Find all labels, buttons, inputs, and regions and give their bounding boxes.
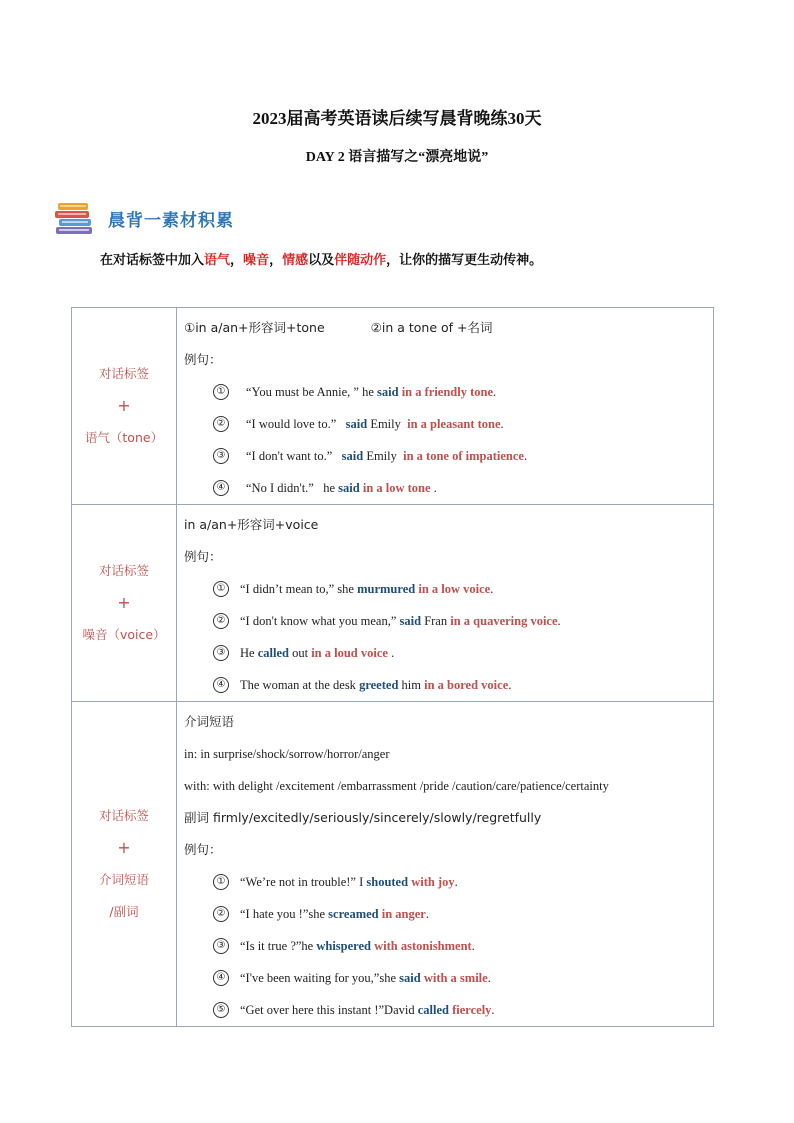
keyword-voice: 噪音 — [243, 253, 270, 268]
sentence-text: . — [493, 384, 497, 399]
sentence-text: “I hate you !”she — [240, 906, 329, 921]
books-icon — [54, 201, 96, 235]
example-sentence — [184, 866, 713, 898]
sentence-text: . — [557, 613, 561, 628]
with-phrases: with: with delight /excitement /embarrassment /pride /caution/care/patience/certainty — [184, 779, 609, 793]
row-label: 介词短语 — [98, 872, 149, 887]
manner-phrase: in a friendly tone — [401, 384, 494, 399]
sentence-text: “Is it true ?”he — [240, 938, 317, 953]
in-phrases: in: in surprise/shock/sorrow/horror/anger — [184, 747, 390, 761]
example-number: ② — [213, 906, 229, 922]
sentence-text: “No I didn't.” he — [246, 480, 339, 495]
example-heading: 例句： — [184, 842, 222, 857]
dialogue-verb: said — [399, 613, 422, 628]
example-heading: 例句： — [184, 549, 222, 564]
keyword-action: 伴随动作 — [334, 253, 387, 268]
document-title: 2023届高考英语读后续写晨背晚练30天 — [252, 109, 542, 128]
manner-phrase: in a pleasant tone — [407, 416, 501, 431]
manner-phrase: with joy — [411, 874, 455, 889]
row-label: + — [117, 838, 131, 857]
section-title: 晨背一素材积累 — [108, 210, 234, 231]
material-table — [71, 307, 714, 1027]
example-sentence — [184, 605, 713, 637]
intro-separator: ， — [230, 253, 244, 268]
dialogue-verb: greeted — [359, 677, 399, 692]
table-row-voice — [72, 505, 714, 702]
example-number: ① — [213, 581, 229, 597]
sentence-text: “We’re not in trouble!” I — [240, 874, 367, 889]
row-content-cell — [177, 505, 714, 702]
example-sentence — [184, 637, 713, 669]
row-label: 对话标签 — [98, 366, 149, 381]
example-sentence — [184, 440, 713, 472]
sentence-text: . — [430, 480, 437, 495]
sentence-text: . — [490, 581, 494, 596]
example-number: ① — [213, 384, 229, 400]
intro-sentence — [100, 249, 542, 268]
sentence-text: . — [523, 448, 528, 463]
example-sentence — [184, 930, 713, 962]
example-heading: 例句： — [184, 352, 222, 367]
sentence-text: “I don't want to.” — [246, 448, 342, 463]
example-sentence — [184, 669, 713, 701]
manner-phrase: in a low tone — [362, 480, 431, 495]
sentence-text: . — [387, 645, 395, 660]
intro-text: 以及 — [308, 253, 335, 268]
sentence-text: . — [487, 970, 491, 985]
section-header — [54, 200, 234, 236]
row-label: 对话标签 — [98, 808, 149, 823]
example-number: ⑤ — [213, 1002, 229, 1018]
dialogue-verb: shouted — [366, 874, 409, 889]
sentence-text: Emily — [363, 448, 404, 463]
sentence-text: Emily — [367, 416, 408, 431]
example-number: ③ — [213, 645, 229, 661]
dialogue-verb: said — [345, 416, 368, 431]
dialogue-verb: called — [417, 1002, 449, 1017]
sentence-text: out — [288, 645, 312, 660]
sentence-text: “Get over here this instant !”David — [240, 1002, 418, 1017]
adverb-list: 副词 firmly/excitedly/seriously/sincerely/slowly/regretfully — [184, 810, 542, 825]
example-number: ① — [213, 874, 229, 890]
manner-phrase: fiercely — [452, 1002, 492, 1017]
dialogue-verb: said — [399, 970, 421, 985]
example-number: ④ — [213, 677, 229, 693]
sentence-text: The woman at the desk — [240, 677, 360, 692]
sentence-text: . — [471, 938, 475, 953]
manner-phrase: with a smile — [423, 970, 488, 985]
formula-line: in a/an+形容词+voice — [184, 517, 319, 532]
row-label: 噪音（voice） — [82, 627, 166, 642]
document-subtitle: DAY 2 语言描写之“漂亮地说” — [305, 150, 489, 165]
intro-text: ，让你的描写更生动传神。 — [386, 253, 543, 268]
sentence-text: . — [508, 677, 512, 692]
dialogue-verb: said — [377, 384, 399, 399]
manner-phrase: in anger — [381, 906, 426, 921]
row-content-cell — [177, 702, 714, 1027]
keyword-emotion: 情感 — [282, 253, 309, 268]
example-sentence — [184, 962, 713, 994]
row-content-cell — [177, 308, 714, 505]
row-label: 语气（tone） — [84, 430, 164, 445]
dialogue-verb: said — [338, 480, 360, 495]
example-sentence — [184, 376, 713, 408]
sentence-text: “You must be Annie, ” he — [246, 384, 378, 399]
dialogue-verb: whispered — [316, 938, 371, 953]
example-sentence — [184, 408, 713, 440]
manner-phrase: in a tone of impatience — [403, 448, 524, 463]
example-sentence — [184, 573, 713, 605]
keyword-tone: 语气 — [204, 253, 231, 268]
sentence-text: “I've been waiting for you,”she — [240, 970, 400, 985]
manner-phrase: in a bored voice — [424, 677, 509, 692]
example-sentence — [184, 898, 713, 930]
dialogue-verb: screamed — [328, 906, 379, 921]
sentence-text: him — [398, 677, 425, 692]
example-sentence — [184, 994, 713, 1026]
table-row-tone — [72, 308, 714, 505]
dialogue-verb: said — [341, 448, 364, 463]
sentence-text: “I would love to.” — [246, 416, 346, 431]
sentence-text: . — [425, 906, 429, 921]
example-number: ③ — [213, 938, 229, 954]
row-label: /副词 — [109, 904, 139, 919]
example-sentence — [184, 472, 713, 504]
example-number: ③ — [213, 448, 229, 464]
row-label: + — [117, 593, 131, 612]
formula-line — [184, 312, 713, 344]
dialogue-verb: murmured — [357, 581, 416, 596]
formula-1: ①in a/an+形容词+tone — [184, 320, 325, 335]
row-label: + — [117, 396, 131, 415]
sentence-text: . — [491, 1002, 495, 1017]
table-row-phrase — [72, 702, 714, 1027]
example-number: ④ — [213, 480, 229, 496]
sentence-text: “I didn’t mean to,” she — [240, 581, 358, 596]
sentence-text: . — [500, 416, 504, 431]
example-number: ② — [213, 416, 229, 432]
intro-separator: ， — [269, 253, 283, 268]
row-label: 对话标签 — [98, 563, 149, 578]
sentence-text: He — [240, 645, 258, 660]
sentence-text: Fran — [421, 613, 451, 628]
row-label-cell — [72, 308, 177, 505]
example-number: ④ — [213, 970, 229, 986]
formula-2: ②in a tone of +名词 — [370, 320, 493, 335]
manner-phrase: in a quavering voice — [450, 613, 558, 628]
manner-phrase: in a loud voice — [311, 645, 388, 660]
sentence-text: “I don't know what you mean,” — [240, 613, 400, 628]
manner-phrase: in a low voice — [418, 581, 491, 596]
phrase-heading: 介词短语 — [184, 714, 235, 729]
dialogue-verb: called — [257, 645, 289, 660]
row-label-cell — [72, 505, 177, 702]
manner-phrase: with astonishment — [374, 938, 472, 953]
example-number: ② — [213, 613, 229, 629]
row-label-cell — [72, 702, 177, 1027]
sentence-text: . — [454, 874, 458, 889]
intro-text: 在对话标签中加入 — [100, 253, 205, 268]
